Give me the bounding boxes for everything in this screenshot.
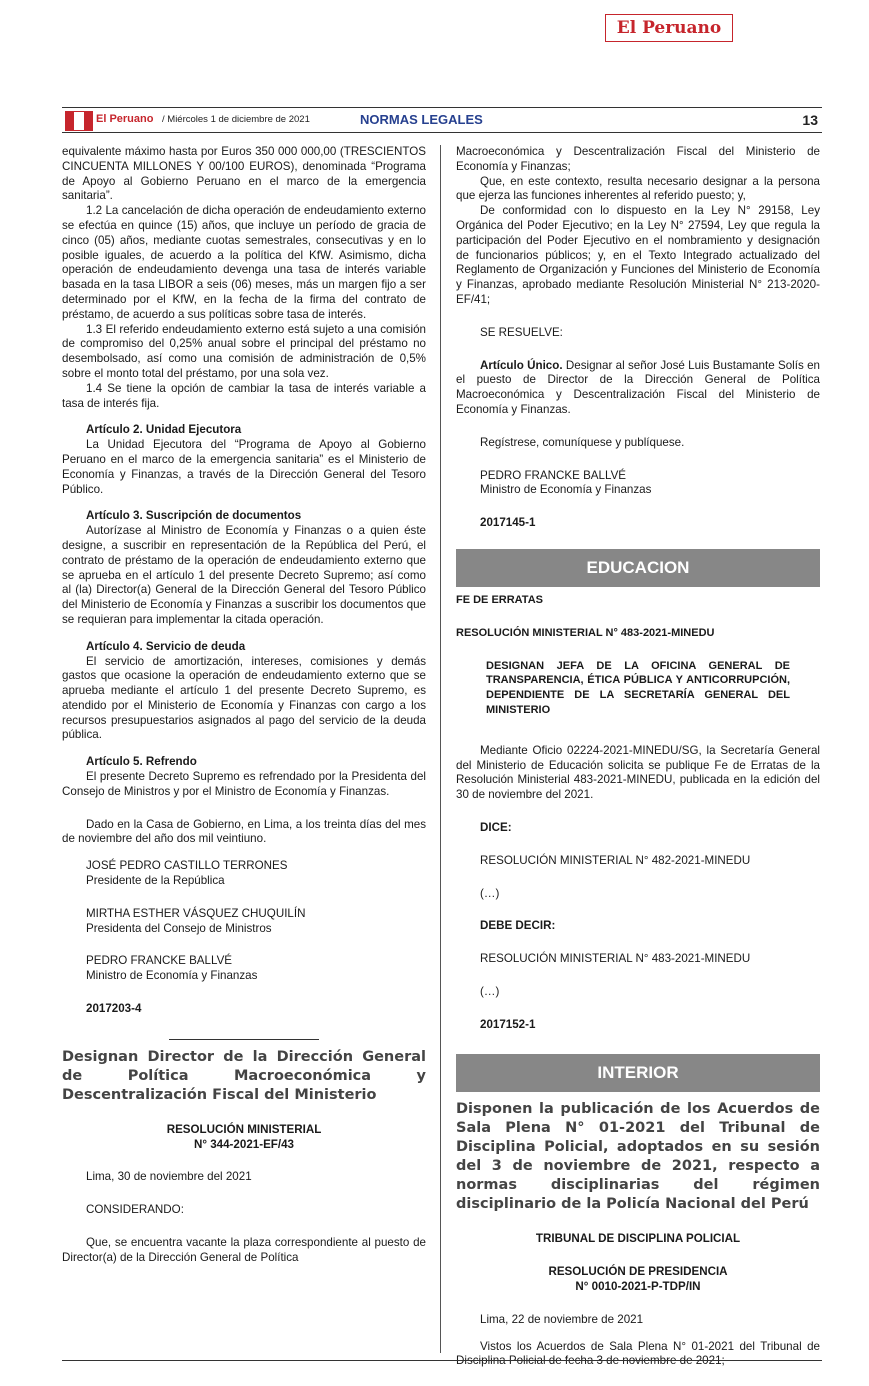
dice-label: DICE: <box>480 820 512 834</box>
publication-code: 2017152-1 <box>480 1017 536 1031</box>
newspaper-page <box>62 5 822 1360</box>
paragraph: Vistos los Acuerdos de Sala Plena N° 01-2021 del Tribunal de <box>480 1339 820 1353</box>
resolution-label: RESOLUCIÓN DE PRESIDENCIA <box>548 1265 728 1279</box>
signature-name: MIRTHA ESTHER VÁSQUEZ CHUQUILÍN <box>86 906 306 920</box>
signature-role: Ministro de Economía y Finanzas <box>480 483 652 497</box>
article-label: Artículo Único. <box>480 358 563 372</box>
paragraph: Que, en este contexto, resulta necesario designar a la persona que ejerza las funciones inherentes al referido puesto; y, <box>456 174 820 203</box>
header-brand: El Peruano <box>96 113 154 125</box>
debe-decir-text: RESOLUCIÓN MINISTERIAL N° 483-2021-MINEDU <box>480 952 751 966</box>
considerando-label: CONSIDERANDO: <box>86 1203 184 1217</box>
article-title: Artículo 5. Refrendo <box>86 755 197 769</box>
paragraph: Que, se encuentra vacante la plaza correspondiente al puesto de Director(a) de la Dirección General de Política <box>62 1236 426 1264</box>
ellipsis: (…) <box>480 984 500 998</box>
paragraph: Macroeconómica y Descentralización Fiscal del Ministerio de Economía y Finanzas; <box>456 145 820 173</box>
resolution-number: N° 0010-2021-P-TDP/IN <box>575 1280 701 1294</box>
footer-rule <box>62 1360 822 1361</box>
signature-name: PEDRO FRANCKE BALLVÉ <box>86 954 233 968</box>
ellipsis: (…) <box>480 886 500 900</box>
paragraph: El servicio de amortización, intereses, comisiones y demás gastos que ocasione la operación de endeudamiento externo que se aprueba mediante el artículo 1 del presente Decreto Supremo, es atendido por el Ministerio de Economía y Finanzas con cargo a los recursos presupuestarios asignados al pago del servicio de la deuda pública. <box>62 654 426 742</box>
paragraph: Regístrese, comuníquese y publíquese. <box>480 435 685 449</box>
publication-code: 2017145-1 <box>480 516 536 530</box>
issuer-name: TRIBUNAL DE DISCIPLINA POLICIAL <box>535 1232 741 1246</box>
paragraph: De conformidad con lo dispuesto en la Ley N° 29158, Ley Orgánica del Poder Ejecutivo; en la Ley N° 27594, Ley que regula la participación del Poder Ejecutivo en el nombramiento y designación de funcionarios públicos; y, en el Texto Integrado actualizado del Reglamento de Organización y Funciones del Ministerio de Economía y Finanzas, aprobado mediante Resolución Ministerial N° 213-2020-EF/41; <box>456 204 820 306</box>
signature-name: JOSÉ PEDRO CASTILLO TERRONES <box>86 859 288 873</box>
resolution-number: N° 344-2021-EF/43 <box>193 1137 295 1151</box>
fe-de-erratas: FE DE ERRATAS <box>456 593 543 606</box>
article-title: Artículo 4. Servicio de deuda <box>86 639 246 653</box>
resolution-title: Disponen la publicación de los Acuerdos de Sala Plena N° 01-2021 del Tribunal de Disciplina Policial, adoptados en su sesión del 3 de noviembre de 2021, respecto a normas disciplinarias del régimen disciplinario de la Policía Nacional del Perú <box>456 1101 820 1213</box>
column-divider <box>440 145 441 1353</box>
signature-role: Ministro de Economía y Finanzas <box>86 969 258 983</box>
signature-role: Presidente de la República <box>86 874 225 888</box>
header-section: NORMAS LEGALES <box>360 112 483 127</box>
resolution-title: DESIGNAN JEFA DE LA OFICINA GENERAL DE TRANSPARENCIA, ÉTICA PÚBLICA Y ANTICORRUPCIÓN, DEPENDIENTE DE LA SECRETARÍA GENERAL DEL MINISTERIO <box>486 659 790 716</box>
header-top-rule <box>62 107 822 108</box>
dice-text: RESOLUCIÓN MINISTERIAL N° 482-2021-MINEDU <box>480 853 751 867</box>
paragraph: equivalente máximo hasta por Euros 350 000 000,00 (TRESCIENTOS CINCUENTA MILLONES Y 00/100 EUROS), denominada “Programa de Apoyo al Gobierno Peruano en el marco de la emergencia sanitaria”. <box>62 145 426 203</box>
resolution-title: Designan Director de la Dirección General de Política Macroeconómica y Descentralización Fiscal del Ministerio <box>62 1048 426 1103</box>
right-column <box>456 145 820 1369</box>
paragraph: El presente Decreto Supremo es refrendado por la Presidenta del Consejo de Ministros y por el Ministro de Economía y Finanzas. <box>62 770 426 798</box>
paragraph: La Unidad Ejecutora del “Programa de Apoyo al Gobierno Peruano en el marco de la emergencia sanitaria” es el Ministerio de Economía y Finanzas, a través de la Dirección General del Tesoro Público. <box>62 438 426 496</box>
resuelve-label: SE RESUELVE: <box>480 325 563 339</box>
section-bar-interior: INTERIOR <box>456 1054 820 1092</box>
page-number: 13 <box>802 112 818 128</box>
resolution-label: RESOLUCIÓN MINISTERIAL <box>166 1122 322 1136</box>
publication-code: 2017203-4 <box>86 1002 142 1016</box>
paragraph <box>456 359 820 418</box>
date-line: Lima, 22 de noviembre de 2021 <box>480 1312 644 1326</box>
left-column <box>62 145 426 1266</box>
paragraph: Mediante Oficio 02224-2021-MINEDU/SG, la Secretaría General del Ministerio de Educación solicita se publique Fe de Erratas de la Resolución Ministerial 483-2021-MINEDU, publicada en la edición del 30 de noviembre del 2021. <box>456 743 820 802</box>
paragraph: Autorízase al Ministro de Economía y Finanzas o a quien éste designe, a suscribir en representación de la República del Perú, el contrato de préstamo de la operación de endeudamiento externo que se aprueba en el artículo 1 del presente Decreto Supremo; así como al (la) Director(a) General de la Dirección General del Tesoro Público del Ministerio de Economía y Finanzas a suscribir los documentos que se requieran para implementar la citada operación. <box>62 524 426 626</box>
el-peruano-logo: El Peruano <box>605 14 733 42</box>
paragraph: 1.3 El referido endeudamiento externo está sujeto a una comisión de compromiso del 0,25% anual sobre el principal del préstamo no desembolsado, así como una comisión de administración de 0,5% sobre el monto total del préstamo, por una sola vez. <box>62 322 426 380</box>
page-header <box>62 109 822 131</box>
signature-role: Presidenta del Consejo de Ministros <box>86 921 272 935</box>
signature-name: PEDRO FRANCKE BALLVÉ <box>480 468 627 482</box>
article-title: Artículo 2. Unidad Ejecutora <box>86 423 242 437</box>
date-line: Lima, 30 de noviembre del 2021 <box>86 1170 252 1184</box>
article-text: Designar al señor José Luis Bustamante Solís en el puesto de Director de la Dirección General de Política Macroeconómica y Descentralización Fiscal del Ministerio de Economía y Finanzas. <box>456 358 820 416</box>
section-bar-educacion: EDUCACION <box>456 549 820 587</box>
resolution-number: RESOLUCIÓN MINISTERIAL N° 483-2021-MINEDU <box>456 626 715 639</box>
article-title: Artículo 3. Suscripción de documentos <box>86 509 302 523</box>
debe-decir-label: DEBE DECIR: <box>480 919 556 933</box>
header-date: / Miércoles 1 de diciembre de 2021 <box>162 114 310 125</box>
paragraph: 1.2 La cancelación de dicha operación de endeudamiento externo se efectúa en quince (15) años, que incluye un período de gracia de cinco (05) años, mediante cuotas semestrales, consecutivas y en lo posible iguales, de acuerdo a la política del KfW. Asimismo, dicha operación de endeudamiento devenga una tasa de interés variable basada en la tasa LIBOR a seis (06) meses, más un margen fijo a ser determinado por el KfW, en la fecha de la firma del contrato de préstamo, de acuerdo a sus políticas sobre tasa de interés. <box>62 204 426 321</box>
paragraph: 1.4 Se tiene la opción de cambiar la tasa de interés variable a tasa de interés fija. <box>62 381 426 410</box>
separator-rule <box>169 1039 319 1040</box>
paragraph: Dado en la Casa de Gobierno, en Lima, a los treinta días del mes de noviembre del año dos mil veintiuno. <box>62 817 426 846</box>
coat-of-arms-icon <box>65 111 93 131</box>
header-bottom-rule <box>62 132 822 133</box>
